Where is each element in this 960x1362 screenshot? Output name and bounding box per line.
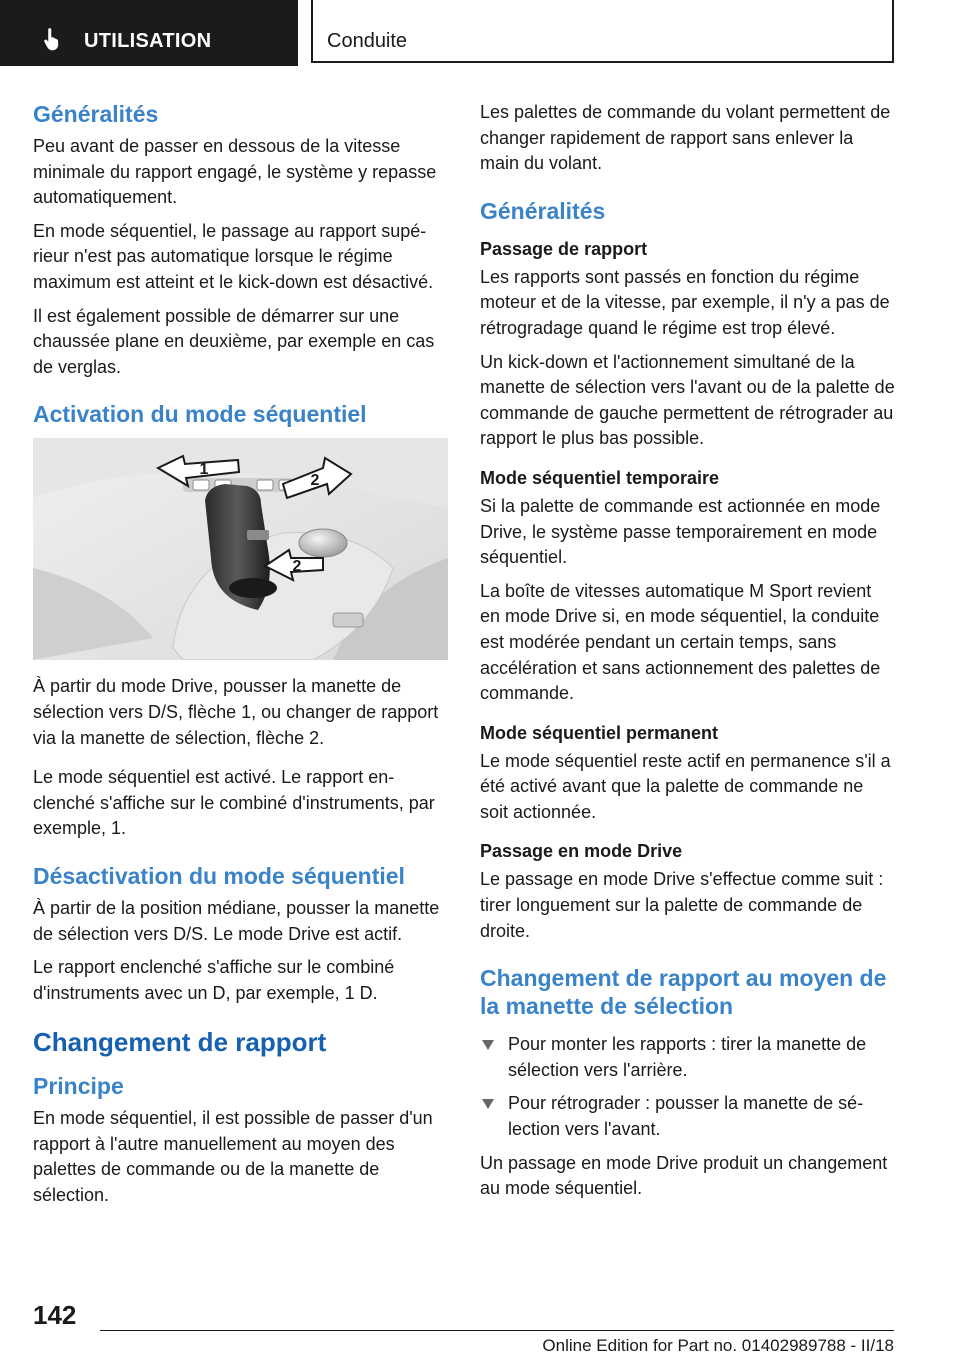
triangle-bullet-icon bbox=[482, 1040, 494, 1050]
arrow-2b-label: 2 bbox=[292, 558, 302, 576]
heading-generalites-right: Généralités bbox=[480, 197, 606, 224]
list-item: Pour monter les rapports : tirer la manette de sélection vers l'arrière. bbox=[480, 1032, 895, 1083]
paragraph: À partir du mode Drive, pousser la manette de sélection vers D/S, flèche 1, ou changer de rapport via la manette de sélection, flèche 2. bbox=[33, 676, 439, 748]
chapter-label: Conduite bbox=[327, 30, 408, 52]
paragraph: En mode séquentiel, il est possible de passer d'un rapport à l'autre manuellement au moyen des palettes de commande ou de la manette de sélection. bbox=[33, 1108, 433, 1206]
list-item: Pour rétrograder : pousser la manette de sélection vers l'avant. bbox=[480, 1091, 895, 1142]
paragraph: Si la palette de commande est actionnée en mode Drive, le système passe temporairement en mode séquentiel. bbox=[480, 495, 881, 568]
paragraph: Le mode séquentiel est activé. Le rapport enclenché s'affiche sur le combiné d'instruments, par exemple, 1. bbox=[33, 767, 435, 839]
paragraph: Un kick-down et l'actionnement simultané de la manette de sélection vers l'avant ou de la palette de commande de gauche permettent de rétrograder au rapport le plus bas possible. bbox=[480, 351, 895, 449]
left-column bbox=[33, 100, 448, 1217]
paragraph: Le mode séquentiel reste actif en permanence s'il a été activé avant que la palette de commande ne soit actionnée. bbox=[480, 750, 891, 822]
paragraph: À partir de la position médiane, pousser la manette de sélection vers D/S. Le mode Drive est actif. bbox=[33, 897, 440, 944]
subheading-drive: Passage en mode Drive bbox=[480, 841, 683, 862]
gear-selector-illustration bbox=[33, 438, 448, 660]
bullet-list bbox=[480, 1032, 895, 1142]
footer-divider bbox=[100, 1330, 894, 1331]
paragraph: Un passage en mode Drive produit un changement au mode séquentiel. bbox=[480, 1152, 888, 1199]
paragraph: La boîte de vitesses automatique M Sport revient en mode Drive si, en mode séquentiel, la conduite est modérée pendant un certain temps, sans accélération et sans actionnement des palettes de commande. bbox=[480, 580, 881, 704]
heading-changement-rapport: Changement de rapport bbox=[33, 1027, 327, 1058]
edition-info: Online Edition for Part no. 01402989788 - II/18 bbox=[542, 1336, 894, 1355]
section-label: UTILISATION bbox=[84, 30, 212, 52]
page-number: 142 bbox=[33, 1300, 77, 1330]
paragraph: Il est également possible de démarrer sur une chaussée plane en deuxième, par exemple en cas de verglas. bbox=[33, 305, 435, 377]
heading-generalites: Généralités bbox=[33, 101, 159, 127]
paragraph: Peu avant de passer en dessous de la vitesse minimale du rapport engagé, le système y repasse automatiquement. bbox=[33, 136, 437, 208]
subheading-temporaire: Mode séquentiel temporaire bbox=[480, 467, 720, 488]
heading-principe: Principe bbox=[33, 1073, 124, 1100]
heading-manette: Changement de rapport au moyen de la manette de sélection bbox=[480, 965, 887, 1020]
paragraph: En mode séquentiel, le passage au rapport supérieur n'est pas automatique lorsque le régime maximum est atteint et le kick-down est désactivé. bbox=[33, 220, 434, 292]
hand-pointer-icon bbox=[40, 26, 66, 52]
paragraph: Le passage en mode Drive s'effectue comme suit : tirer longuement sur la palette de commande de droite. bbox=[480, 869, 884, 941]
subheading-passage: Passage de rapport bbox=[480, 238, 648, 259]
heading-desactivation: Désactivation du mode séquentiel bbox=[33, 862, 405, 889]
chapter-tab[interactable] bbox=[311, 0, 894, 63]
subheading-permanent: Mode séquentiel permanent bbox=[480, 722, 719, 743]
arrow-2-label: 1 bbox=[199, 461, 209, 479]
right-column bbox=[480, 100, 895, 1210]
paragraph: Les rapports sont passés en fonction du régime moteur et de la vitesse, par exemple, il n'y a pas de rétrogradage quand le régime est trop élevé. bbox=[480, 266, 890, 338]
paragraph: Les palettes de commande du volant permettent de changer rapidement de rapport sans enlever la main du volant. bbox=[480, 102, 891, 174]
heading-activation: Activation du mode séquentiel bbox=[33, 401, 367, 428]
triangle-bullet-icon bbox=[482, 1099, 494, 1109]
page-header bbox=[0, 0, 960, 66]
arrow-1-label: 2 bbox=[310, 472, 320, 490]
section-tab[interactable] bbox=[0, 0, 298, 66]
paragraph: Le rapport enclenché s'affiche sur le combiné d'instruments avec un D, par exemple, 1 D. bbox=[33, 957, 395, 1003]
